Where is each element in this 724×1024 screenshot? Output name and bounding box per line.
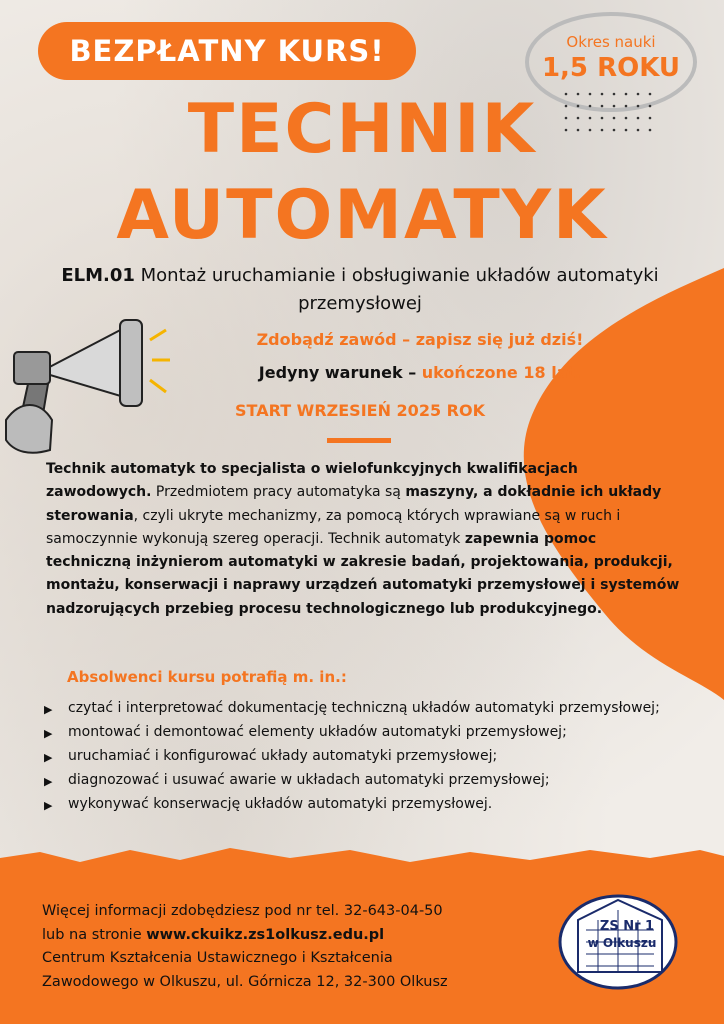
list-item-text: czytać i interpretować dokumentację techniczną układów automatyki przemysłowej; <box>68 700 660 716</box>
arrow-right-icon: ▶ <box>44 726 53 740</box>
requirement <box>160 363 680 382</box>
list-item-text: diagnozować i usuwać awarie w układach automatyki przemysłowej; <box>68 771 550 788</box>
contact-website-line <box>42 924 542 948</box>
megaphone-icon <box>6 320 170 453</box>
requirement-highlight: ukończone 18 lat. <box>421 363 582 382</box>
arrow-right-icon: ▶ <box>44 750 53 764</box>
skills-list <box>44 697 694 817</box>
list-item-text: montować i demontować elementy układów automatyki przemysłowej; <box>68 723 567 740</box>
description-part-2: Przedmiotem pracy automatyka są <box>151 484 406 501</box>
graduates-heading: Absolwenci kursu potrafią m. in.: <box>67 668 347 686</box>
list-item <box>44 697 694 719</box>
requirement-prefix: Jedyny warunek – <box>258 363 422 382</box>
description-paragraph <box>46 458 686 621</box>
logo-text-2: w Olkuszu <box>587 936 657 950</box>
arrow-right-icon: ▶ <box>44 703 53 716</box>
logo-text-1: ZS Nr 1 <box>599 919 655 934</box>
title-line-2: AUTOMATYK <box>116 176 608 255</box>
arrow-right-icon: ▶ <box>44 798 53 812</box>
period-label: Okres nauki <box>566 33 656 51</box>
list-item <box>44 769 694 791</box>
period-value: 1,5 ROKU <box>541 53 681 83</box>
free-course-badge: BEZPŁATNY KURS! <box>38 22 416 80</box>
description-part-4: , czyli ukryte mechanizmy, za pomocą których wprawiane są w ruch i samoczynnie wykonują szereg operacji. Technik automatyk <box>46 507 621 547</box>
qualification-code: ELM.01 <box>61 265 135 286</box>
list-item <box>44 721 694 743</box>
institution-address: Zawodowego w Olkuszu, ul. Górnicza 12, 32-300 Olkusz <box>42 973 448 990</box>
qualification-subtitle <box>60 262 660 318</box>
start-date: START WRZESIEŃ 2025 ROK <box>235 401 485 420</box>
institution-name: Centrum Kształcenia Ustawicznego i Kształcenia <box>42 950 393 966</box>
divider <box>327 438 391 443</box>
call-to-action: Zdobądź zawód – zapisz się już dziś! <box>256 330 584 349</box>
description-part-5: zapewnia pomoc techniczną inżynierom automatyki w zakresie badań, projektowania, produkcji, montażu, konserwacji i naprawy urządzeń automatyki przemysłowej i systemów nadzorujących przebieg procesu technologicznego lub produkcyjnego. <box>46 530 680 617</box>
qualification-name: Montaż uruchamianie i obsługiwanie układów automatyki przemysłowej <box>134 265 659 314</box>
description-part-3: maszyny, a dokładnie ich układy sterowania <box>46 484 662 524</box>
title-line-1: TECHNIK <box>187 90 537 169</box>
arrow-right-icon: ▶ <box>44 774 53 788</box>
website-prefix: lub na stronie <box>42 926 147 943</box>
website-link[interactable]: www.ckuikz.zs1olkusz.edu.pl <box>146 926 385 943</box>
list-item-text: uruchamiać i konfigurować układy automatyki przemysłowej; <box>68 747 498 764</box>
contact-phone: Więcej informacji zdobędziesz pod nr tel. 32-643-04-50 <box>42 903 443 919</box>
list-item <box>44 793 694 815</box>
footer-contact <box>42 900 542 994</box>
description-part-1: Technik automatyk to specjalista o wielofunkcyjnych kwalifikacjach zawodowych. <box>46 461 578 501</box>
list-item <box>44 745 694 767</box>
list-item-text: wykonywać konserwację układów automatyki przemysłowej. <box>68 795 493 812</box>
